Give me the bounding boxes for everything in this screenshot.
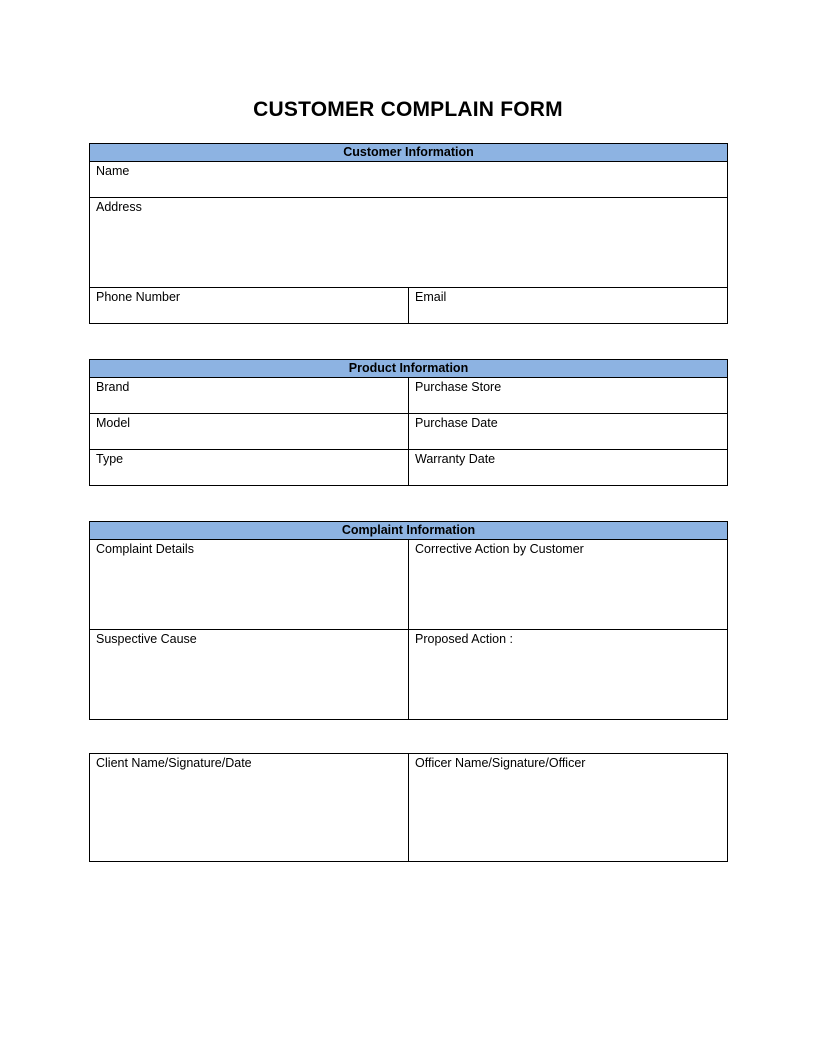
address-label: Address	[96, 200, 142, 214]
warranty-date-field[interactable]	[409, 450, 728, 486]
corrective-action-label: Corrective Action by Customer	[415, 542, 584, 556]
corrective-action-field[interactable]	[409, 540, 728, 630]
product-information-table	[89, 359, 728, 486]
product-information-header: Product Information	[90, 360, 728, 378]
form-title: CUSTOMER COMPLAIN FORM	[253, 98, 563, 121]
client-signature-field[interactable]	[90, 754, 409, 862]
suspective-cause-field[interactable]	[90, 630, 409, 720]
officer-signature-field[interactable]	[409, 754, 728, 862]
phone-number-label: Phone Number	[96, 290, 181, 304]
email-label: Email	[415, 290, 447, 304]
proposed-action-label: Proposed Action :	[415, 632, 513, 646]
purchase-store-label: Purchase Store	[415, 380, 502, 394]
brand-label: Brand	[96, 380, 130, 394]
type-label: Type	[96, 452, 124, 466]
warranty-date-label: Warranty Date	[415, 452, 496, 466]
complaint-information-table	[89, 521, 728, 720]
complaint-information-header: Complaint Information	[90, 522, 728, 540]
signature-table	[89, 753, 728, 862]
brand-field[interactable]	[90, 378, 409, 414]
customer-information-header: Customer Information	[90, 144, 728, 162]
proposed-action-field[interactable]	[409, 630, 728, 720]
email-field[interactable]	[409, 288, 728, 324]
model-field[interactable]	[90, 414, 409, 450]
client-signature-label: Client Name/Signature/Date	[96, 756, 252, 770]
model-label: Model	[96, 416, 131, 430]
type-field[interactable]	[90, 450, 409, 486]
name-label: Name	[96, 164, 130, 178]
name-field[interactable]	[90, 162, 728, 198]
purchase-store-field[interactable]	[409, 378, 728, 414]
purchase-date-label: Purchase Date	[415, 416, 498, 430]
officer-signature-label: Officer Name/Signature/Officer	[415, 756, 586, 770]
phone-number-field[interactable]	[90, 288, 409, 324]
purchase-date-field[interactable]	[409, 414, 728, 450]
address-field[interactable]	[90, 198, 728, 288]
complaint-details-field[interactable]	[90, 540, 409, 630]
suspective-cause-label: Suspective Cause	[96, 632, 197, 646]
customer-information-table	[89, 143, 728, 324]
complaint-details-label: Complaint Details	[96, 542, 194, 556]
